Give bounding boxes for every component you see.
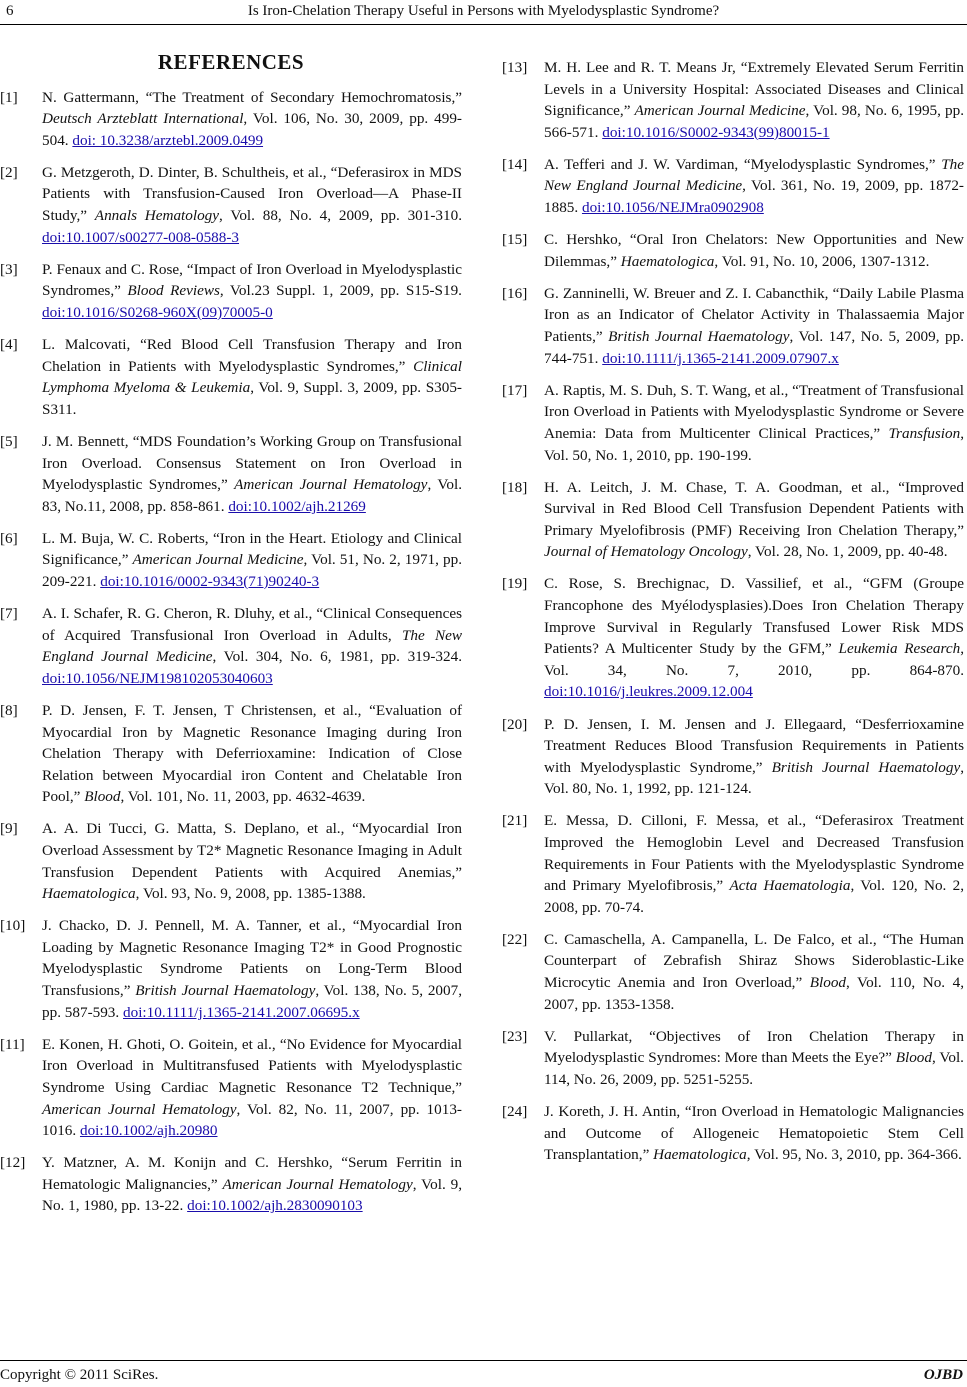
reference-text	[42, 1034, 462, 1142]
reference-entry	[0, 915, 462, 1023]
reference-text	[42, 818, 462, 904]
reference-details: , Vol. 28, No. 1, 2009, pp. 40-48.	[747, 543, 948, 561]
reference-details: , Vol. 101, No. 11, 2003, pp. 4632-4639.	[120, 788, 366, 806]
reference-entry	[0, 334, 462, 420]
reference-number: [19]	[502, 575, 528, 593]
reference-journal: Haematologica	[42, 885, 136, 903]
reference-doi-link[interactable]: doi:10.1016/S0002-9343(99)80015-1	[602, 123, 830, 141]
reference-details: , Vol. 98, No. 6, 1995, pp. 566-571.	[544, 102, 964, 141]
reference-authors-title: V. Pullarkat, “Objectives of Iron Chelation Therapy in Myelodysplastic Syndromes: More than Meets the Eye?”	[544, 1027, 964, 1067]
reference-details: , Vol. 120, No. 2, 2008, pp. 70-74.	[544, 877, 965, 916]
reference-text	[42, 334, 462, 420]
reference-doi-link[interactable]: doi:10.1016/S0268-960X(09)70005-0	[42, 303, 273, 321]
reference-details: , Vol. 147, No. 5, 2009, pp. 744-751.	[544, 328, 964, 367]
reference-number: [15]	[502, 231, 528, 249]
reference-details: , Vol. 361, No. 19, 2009, pp. 1872-1885.	[544, 177, 964, 217]
reference-details: , Vol. 51, No. 2, 1971, pp. 209-221.	[42, 551, 462, 590]
reference-authors-title: A. Raptis, M. S. Duh, S. T. Wang, et al., “Treatment of Transfusional Iron Overload in Patients with Myelodysplastic Syndrome or Severe Anemia: Data from Multicenter Clinical Practices,”	[544, 381, 964, 442]
reference-doi-link[interactable]: doi:10.1056/NEJM198102053040603	[42, 669, 273, 687]
references-heading: REFERENCES	[157, 50, 305, 74]
reference-details: , Vol. 304, No. 6, 1981, pp. 319-324.	[212, 648, 463, 666]
reference-authors-title: J. Chacko, D. J. Pennell, M. A. Tanner, et al., “Myocardial Iron Loading by Magnetic Resonance Imaging T2* in Good Prognostic Myelodysplastic Syndrome Patients on Long-Term Blood Transfusions,”	[42, 917, 462, 1000]
reference-entry	[502, 810, 964, 918]
reference-journal: Blood	[84, 788, 121, 806]
journal-abbreviation: OJBD	[923, 1367, 963, 1383]
reference-doi-link[interactable]: doi:10.1016/j.leukres.2009.12.004	[544, 683, 753, 701]
reference-details: , Vol. 110, No. 4, 2007, pp. 1353-1358.	[544, 974, 964, 1013]
reference-number: [24]	[502, 1103, 528, 1121]
reference-entry	[0, 259, 462, 324]
reference-number: [9]	[0, 820, 18, 838]
reference-journal: The New England Journal Medicine	[42, 626, 462, 666]
reference-authors-title: P. Fenaux and C. Rose, “Impact of Iron Overload in Myelodysplastic Syndromes,”	[42, 260, 462, 300]
reference-entry	[502, 283, 964, 369]
reference-text	[544, 229, 964, 272]
reference-authors-title: A. I. Schafer, R. G. Cheron, R. Dluhy, et al., “Clinical Consequences of Acquired Transfusional Iron Overload in Adults,	[42, 605, 462, 644]
reference-number: [4]	[0, 336, 18, 354]
reference-details: , Vol. 114, No. 26, 2009, pp. 5251-5255.	[544, 1049, 964, 1088]
reference-number: [2]	[0, 163, 18, 181]
reference-journal: Journal of Hematology Oncology	[544, 543, 748, 561]
reference-entry	[0, 431, 462, 517]
reference-entry	[0, 528, 462, 593]
reference-text	[544, 477, 964, 563]
reference-details: , Vol. 34, No. 7, 2010, pp. 864-870.	[544, 640, 964, 679]
reference-journal: British Journal Haematology	[771, 758, 961, 776]
reference-text	[42, 431, 462, 517]
reference-number: [11]	[0, 1035, 25, 1053]
reference-text	[544, 929, 964, 1015]
reference-number: [3]	[0, 260, 18, 278]
reference-journal: The New England Journal Medicine	[544, 155, 964, 195]
reference-text	[544, 714, 964, 800]
reference-details: , Vol. 9, No. 1, 1980, pp. 13-22.	[42, 1175, 462, 1215]
reference-entry	[502, 380, 964, 466]
reference-entry	[0, 162, 462, 248]
page-footer	[0, 1360, 967, 1387]
reference-text	[42, 259, 462, 324]
reference-text	[42, 528, 462, 593]
reference-entry	[0, 700, 462, 808]
reference-text	[544, 57, 964, 143]
reference-number: [7]	[0, 605, 18, 623]
reference-text	[544, 283, 964, 369]
reference-journal: American Journal Hematology	[42, 1100, 237, 1118]
reference-journal: Blood	[809, 974, 847, 992]
reference-authors-title: G. Zanninelli, W. Breuer and Z. I. Cabancthik, “Daily Labile Plasma Iron as an Indicator of Chelator Activity in Thalassaemia Major Patients,”	[544, 284, 964, 346]
reference-number: [18]	[502, 478, 528, 496]
reference-authors-title: G. Metzgeroth, D. Dinter, B. Schultheis, et al., “Deferasirox in MDS Patients with Transfusion-Caused Iron Overload—A Phase-II Study,”	[42, 163, 462, 225]
reference-details: , Vol. 95, No. 3, 2010, pp. 364-366.	[746, 1146, 962, 1164]
reference-journal: American Journal Medicine	[634, 102, 806, 120]
reference-authors-title: L. M. Buja, W. C. Roberts, “Iron in the Heart. Etiology and Clinical Significance,”	[42, 529, 462, 569]
reference-authors-title: A. Tefferi and J. W. Vardiman, “Myelodysplastic Syndromes,”	[544, 155, 942, 173]
page-number: 6	[6, 3, 14, 19]
reference-text	[42, 603, 462, 689]
reference-number: [12]	[0, 1154, 26, 1172]
reference-journal: Blood Reviews	[127, 282, 220, 300]
reference-journal: Haematologica	[620, 252, 715, 270]
reference-journal: American Journal Hematology	[234, 476, 428, 494]
reference-doi-link[interactable]: doi:10.1111/j.1365-2141.2007.06695.x	[123, 1003, 360, 1021]
reference-details: , Vol. 50, No. 1, 2010, pp. 190-199.	[544, 424, 964, 464]
reference-text	[544, 810, 964, 918]
reference-details: , Vol. 93, No. 9, 2008, pp. 1385-1388.	[135, 885, 366, 903]
reference-number: [10]	[0, 917, 26, 935]
reference-details: , Vol. 83, No.11, 2008, pp. 858-861.	[42, 476, 462, 515]
reference-journal: Annals Hematology	[94, 207, 220, 225]
reference-doi-link[interactable]: doi:10.1111/j.1365-2141.2009.07907.x	[602, 349, 839, 367]
reference-text	[42, 700, 462, 808]
reference-authors-title: C. Hershko, “Oral Iron Chelators: New Opportunities and New Dilemmas,”	[544, 231, 964, 270]
reference-authors-title: P. D. Jensen, F. T. Jensen, T Christensen, et al., “Evaluation of Myocardial Iron by Magnetic Resonance Imaging during Iron Chelation Therapy with Deferrioxamine: Indication of Close Relation between Myocardial iron Content and Chelatable Iron Pool,”	[42, 701, 462, 806]
reference-authors-title: E. Konen, H. Ghoti, O. Goitein, et al., “No Evidence for Myocardial Iron Overload in Multitransfused Patients with Myelodysplastic Syndrome Using Cardiac Magnetic Resonance T2 Technique,”	[42, 1035, 462, 1096]
reference-authors-title: P. D. Jensen, I. M. Jensen and J. Ellegaard, “Desferrioxamine Treatment Reduces Blood Transfusion Requirements in Patients with Myelodysplastic Syndrome,”	[544, 715, 964, 776]
reference-authors-title: J. Koreth, J. H. Antin, “Iron Overload in Hematologic Malignancies and Outcome of Allogeneic Hematopoietic Stem Cell Transplantation,”	[544, 1103, 964, 1164]
reference-entry	[502, 1026, 964, 1091]
reference-text	[42, 1152, 462, 1217]
reference-text	[42, 162, 462, 248]
reference-text	[544, 380, 964, 466]
reference-authors-title: J. M. Bennett, “MDS Foundation’s Working Group on Transfusional Iron Overload. Consensus Statement on Iron Overload in Myelodysplastic Syndromes,”	[42, 432, 462, 494]
reference-journal: British Journal Haematology	[608, 328, 790, 346]
reference-authors-title: C. Rose, S. Brechignac, D. Vassilief, et al., “GFM (Groupe Francophone des Myélodysplasies).Does Iron Chelation Therapy Improve Survival in Regularly Transfused Lower Risk MDS Patients? A Multicenter Study by the GFM,”	[544, 575, 964, 658]
reference-doi-link[interactable]: doi:10.1002/ajh.20980	[79, 1122, 218, 1140]
reference-details: , Vol. 138, No. 5, 2007, pp. 587-593.	[42, 982, 463, 1021]
reference-entry	[502, 929, 964, 1015]
reference-details: , Vol. 91, No. 10, 2006, 1307-1312.	[714, 252, 930, 270]
reference-number: [23]	[502, 1027, 528, 1045]
reference-entry	[502, 714, 964, 800]
running-title: Is Iron-Chelation Therapy Useful in Persons with Myelodysplastic Syndrome?	[247, 3, 720, 19]
reference-details: , Vol. 80, No. 1, 1992, pp. 121-124.	[544, 758, 965, 798]
reference-entry	[502, 573, 964, 703]
reference-journal: Transfusion	[888, 424, 961, 442]
reference-authors-title: M. H. Lee and R. T. Means Jr, “Extremely Elevated Serum Ferritin Levels in a University Hospital: Associated Diseases and Clinical Significance,”	[544, 59, 964, 120]
reference-authors-title: E. Messa, D. Cilloni, F. Messa, et al., “Deferasirox Treatment Improved the Hemoglobin Level and Decreased Transfusion Requirements in Four Patients with the Myelodysplastic Syndrome and Primary Myelofibrosis,”	[544, 812, 964, 895]
reference-doi-link[interactable]: doi:10.1002/ajh.21269	[228, 497, 366, 515]
reference-journal: Haematologica	[653, 1146, 747, 1164]
reference-number: [8]	[0, 701, 18, 719]
references-column-left	[0, 52, 462, 1228]
reference-entry	[502, 477, 964, 563]
reference-number: [21]	[502, 812, 528, 830]
reference-number: [1]	[0, 88, 18, 106]
reference-entry	[0, 1034, 462, 1142]
reference-number: [5]	[0, 432, 18, 450]
page-header	[0, 0, 967, 25]
reference-authors-title: A. A. Di Tucci, G. Matta, S. Deplano, et al., “Myocardial Iron Overload Assessment by T2* Magnetic Resonance Imaging in Adult Transfusion Dependent Patients with Acquired Anemias,”	[42, 820, 462, 881]
reference-text	[42, 915, 462, 1023]
reference-doi-link[interactable]: doi:10.1056/NEJMra0902908	[581, 199, 764, 217]
reference-authors-title: Y. Matzner, A. M. Konijn and C. Hershko, “Serum Ferritin in Hematologic Malignancies,”	[42, 1154, 462, 1193]
reference-journal: American Journal Hematology	[222, 1175, 413, 1193]
reference-doi-link[interactable]: doi:10.1016/0002-9343(71)90240-3	[100, 572, 320, 590]
reference-doi-link[interactable]: doi: 10.3238/arztebl.2009.0499	[72, 131, 264, 149]
reference-entry	[502, 229, 964, 272]
reference-journal: Leukemia Research	[838, 640, 961, 658]
reference-entry	[502, 154, 964, 219]
reference-number: [14]	[502, 155, 528, 173]
references-column-right	[502, 57, 964, 1176]
reference-journal: Deutsch Arzteblatt International	[42, 110, 244, 128]
reference-entry	[0, 1152, 462, 1217]
reference-number: [20]	[502, 715, 528, 733]
reference-number: [22]	[502, 930, 528, 948]
reference-journal: British Journal Haematology	[135, 982, 316, 1000]
reference-entry	[0, 87, 462, 152]
reference-text	[42, 87, 462, 152]
reference-details: , Vol. 82, No. 11, 2007, pp. 1013-1016.	[42, 1100, 462, 1140]
reference-number: [6]	[0, 529, 18, 547]
reference-doi-link[interactable]: doi:10.1007/s00277-008-0588-3	[42, 228, 240, 246]
reference-details: , Vol. 9, Suppl. 3, 2009, pp. S305-S311.	[42, 379, 462, 418]
reference-journal: Acta Haematologia	[729, 877, 851, 895]
reference-text	[544, 573, 964, 703]
reference-journal: Blood	[895, 1049, 932, 1067]
reference-text	[544, 1101, 964, 1166]
reference-authors-title: H. A. Leitch, J. M. Chase, T. A. Goodman, et al., “Improved Survival in Red Blood Cell Transfusion Dependent Patients with Primary Myelofibrosis (PMF) Receiving Iron Chelation Therapy,”	[544, 478, 964, 539]
reference-entry	[0, 818, 462, 904]
reference-authors-title: C. Camaschella, A. Campanella, L. De Falco, et al., “The Human Counterpart of Zebrafish Shiraz Shows Sideroblastic-Like Microcytic Anemia and Iron Overload,”	[544, 930, 964, 992]
reference-details: , Vol.23 Suppl. 1, 2009, pp. S15-S19.	[219, 282, 462, 300]
reference-text	[544, 154, 964, 219]
reference-entry	[0, 603, 462, 689]
reference-authors-title: N. Gattermann, “The Treatment of Secondary Hemochromatosis,”	[42, 88, 462, 106]
reference-journal: American Journal Medicine	[132, 551, 304, 569]
copyright-notice: Copyright © 2011 SciRes.	[0, 1367, 159, 1383]
reference-entry	[502, 57, 964, 143]
reference-journal: Clinical Lymphoma Myeloma & Leukemia	[42, 357, 462, 397]
reference-number: [16]	[502, 284, 528, 302]
reference-text	[544, 1026, 964, 1091]
reference-details: , Vol. 88, No. 4, 2009, pp. 301-310.	[219, 207, 463, 225]
reference-doi-link[interactable]: doi:10.1002/ajh.2830090103	[187, 1197, 363, 1215]
reference-entry	[502, 1101, 964, 1166]
reference-authors-title: L. Malcovati, “Red Blood Cell Transfusion Therapy and Iron Chelation in Patients with Myelodysplastic Syndromes,”	[42, 336, 462, 375]
reference-number: [13]	[502, 59, 528, 76]
reference-number: [17]	[502, 381, 528, 399]
reference-details: , Vol. 106, No. 30, 2009, pp. 499-504.	[42, 110, 462, 149]
